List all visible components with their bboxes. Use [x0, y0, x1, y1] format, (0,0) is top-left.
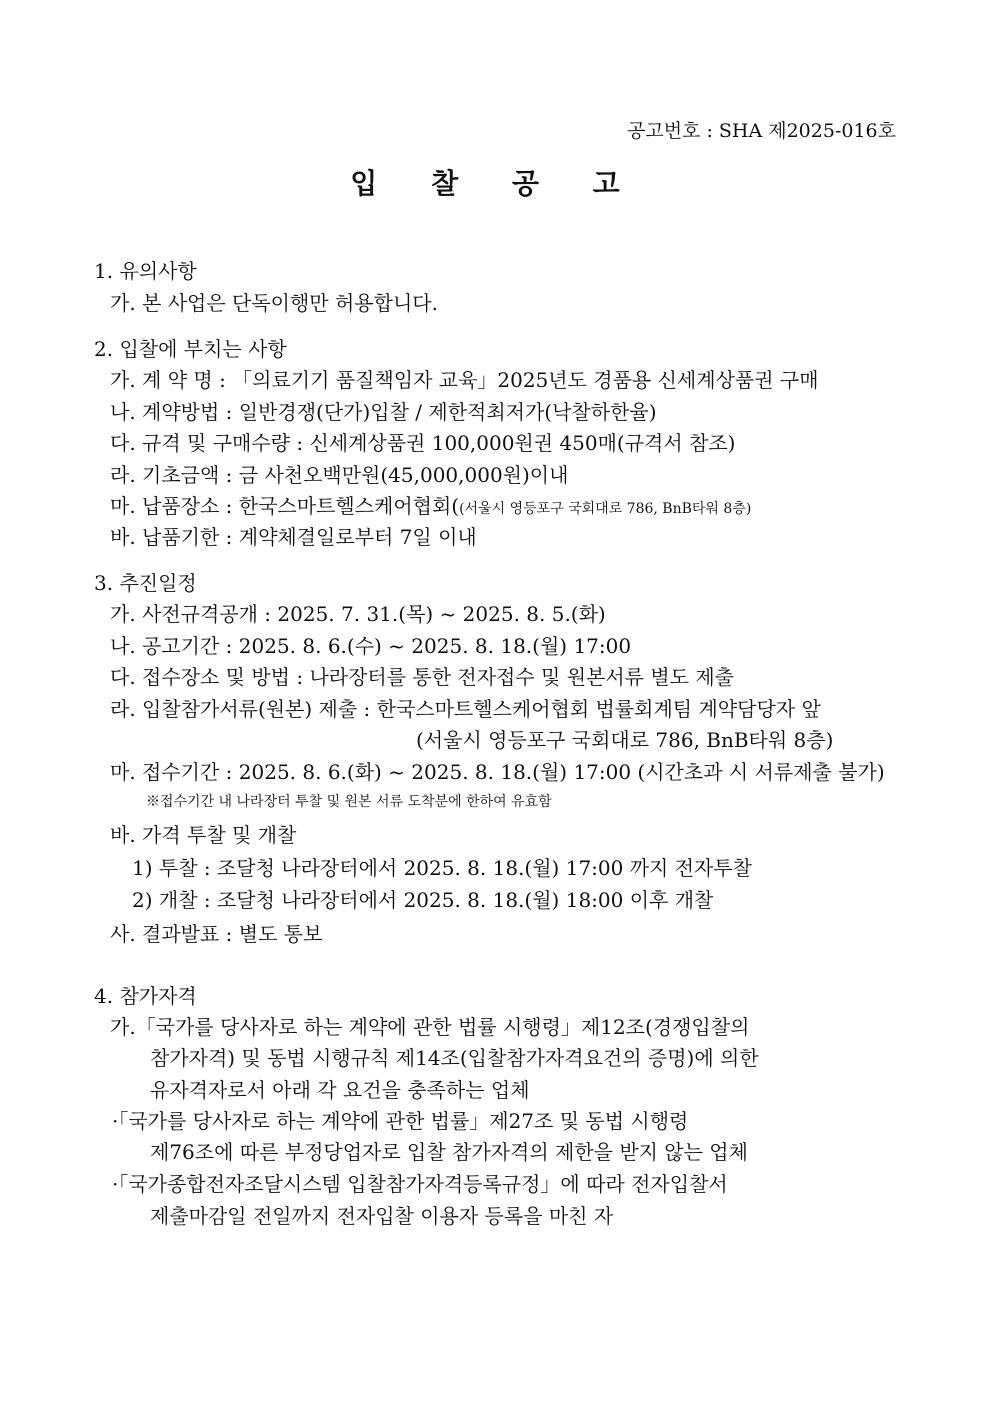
section-heading: 3. 추진일정	[94, 571, 197, 595]
list-item: 참가자격) 및 동법 시행규칙 제14조(입찰참가자격요건의 증명)에 의한	[150, 1046, 759, 1070]
list-item: 나. 공고기간 : 2025. 8. 6.(수) ~ 2025. 8. 18.(월) 17:00	[110, 634, 632, 658]
list-item: 바. 가격 투찰 및 개찰	[110, 823, 297, 847]
list-item: 제76조에 따른 부정당업자로 입찰 참가자격의 제한을 받지 않는 업체	[150, 1140, 748, 1164]
list-item: 제출마감일 전일까지 전자입찰 이용자 등록을 마친 자	[150, 1204, 614, 1228]
delivery-place: 마. 납품장소 : 한국스마트헬스케어협회(	[110, 494, 460, 518]
list-item: 사. 결과발표 : 별도 통보	[110, 922, 323, 946]
list-item: ·「국가를 당사자로 하는 계약에 관한 법률」제27조 및 동법 시행령	[112, 1109, 689, 1133]
document-title: 입 찰 공 고	[350, 167, 642, 200]
list-item: 1) 투찰 : 조달청 나라장터에서 2025. 8. 18.(월) 17:00 까지 전자투찰	[132, 856, 752, 880]
list-item: 바. 납품기한 : 계약체결일로부터 7일 이내	[110, 525, 477, 549]
section-heading: 1. 유의사항	[94, 259, 197, 283]
list-item: 2) 개찰 : 조달청 나라장터에서 2025. 8. 18.(월) 18:00 이후 개찰	[132, 888, 714, 912]
list-item: 라. 기초금액 : 금 사천오백만원(45,000,000원)이내	[110, 463, 569, 487]
list-item: ·「국가종합전자조달시스템 입찰참가자격등록규정」에 따라 전자입찰서	[112, 1172, 728, 1196]
section-heading: 2. 입찰에 부치는 사항	[94, 337, 287, 361]
list-item: 나. 계약방법 : 일반경쟁(단가)입찰 / 제한적최저가(낙찰하한율)	[110, 400, 657, 424]
list-item: 마. 접수기간 : 2025. 8. 6.(화) ~ 2025. 8. 18.(월) 17:00 (시간초과 시 서류제출 불가)	[110, 760, 885, 784]
list-item: 가. 계 약 명 : 「의료기기 품질책임자 교육」2025년도 경품용 신세계상품권 구매	[110, 368, 819, 392]
list-item: 가. 본 사업은 단독이행만 허용합니다.	[110, 291, 438, 315]
list-item: (서울시 영등포구 국회대로 786, BnB타워 8층)	[416, 728, 834, 752]
notice-number: 공고번호 : SHA 제2025-016호	[627, 120, 896, 142]
list-item: 다. 접수장소 및 방법 : 나라장터를 통한 전자접수 및 원본서류 별도 제출	[110, 665, 734, 689]
list-item: 다. 규격 및 구매수량 : 신세계상품권 100,000원권 450매(규격서 참조)	[110, 431, 736, 455]
list-item: 유자격자로서 아래 각 요건을 충족하는 업체	[150, 1078, 530, 1102]
list-item: 가.「국가를 당사자로 하는 계약에 관한 법률 시행령」제12조(경쟁입찰의	[110, 1015, 750, 1039]
delivery-address: (서울시 영등포구 국회대로 786, BnB타워 8층)	[459, 501, 752, 517]
list-item: 라. 입찰참가서류(원본) 제출 : 한국스마트헬스케어협회 법률회계팀 계약담당자 앞	[110, 697, 821, 721]
list-item: 가. 사전규격공개 : 2025. 7. 31.(목) ~ 2025. 8. 5.(화)	[110, 602, 606, 626]
list-item	[110, 493, 751, 522]
section-heading: 4. 참가자격	[94, 984, 197, 1008]
note: ※접수기간 내 나라장터 투찰 및 원본 서류 도착분에 한하여 유효함	[146, 794, 552, 810]
